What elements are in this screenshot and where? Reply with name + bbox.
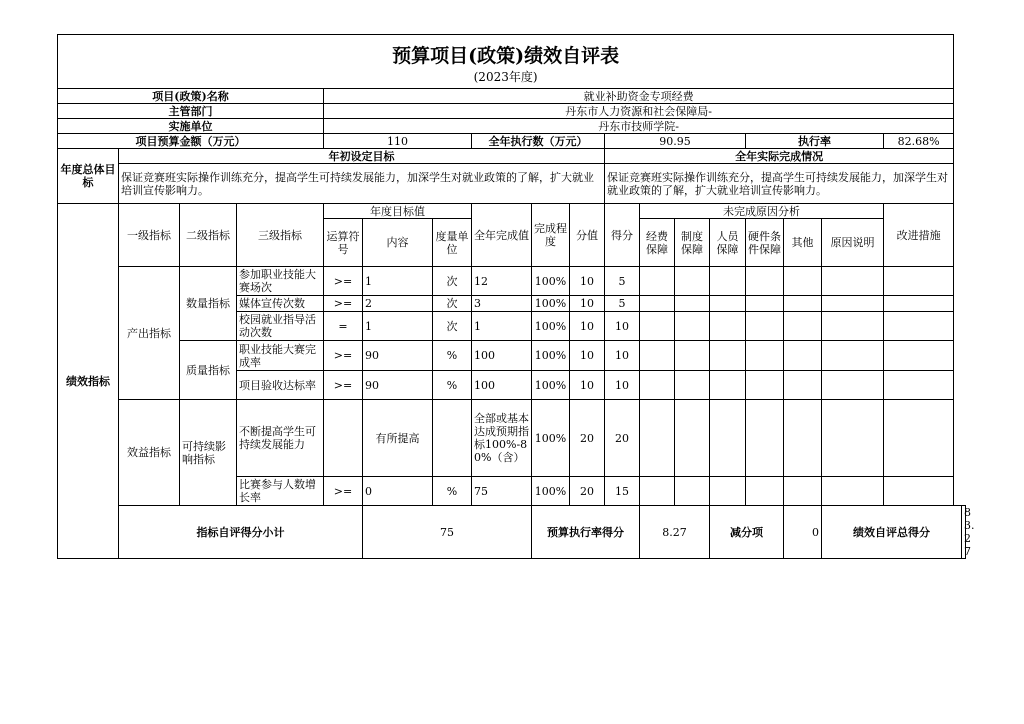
header-reason-explain: 原因说明 — [822, 219, 884, 267]
indicator-name: 比赛参与人数增长率 — [237, 477, 324, 506]
table-row — [58, 267, 966, 296]
group-sustain: 可持续影响指标 — [180, 400, 237, 506]
indicator-header-row — [58, 204, 966, 219]
deduct-label: 减分项 — [710, 506, 784, 559]
empty-cell — [822, 296, 884, 312]
empty-cell — [822, 267, 884, 296]
header-level3: 三级指标 — [237, 204, 324, 267]
header-reason-system: 制度保障 — [675, 219, 710, 267]
empty-cell — [746, 296, 784, 312]
indicator-op: >= — [324, 296, 363, 312]
actual-goal-text: 保证竞赛班实际操作训练充分，提高学生可持续发展能力，加深学生对就业政策的了解，扩大就业培训宣传影响力。 — [605, 164, 954, 204]
empty-cell — [640, 477, 675, 506]
budget-label: 项目预算金额（万元） — [58, 134, 324, 149]
group-quality: 质量指标 — [180, 341, 237, 400]
exec-score-label: 预算执行率得分 — [532, 506, 640, 559]
indicator-score: 10 — [570, 341, 605, 371]
empty-cell — [675, 371, 710, 400]
indicator-content: 1 — [363, 267, 433, 296]
empty-cell — [640, 371, 675, 400]
empty-cell — [675, 296, 710, 312]
group-quantity: 数量指标 — [180, 267, 237, 341]
dept-value: 丹东市人力资源和社会保障局- — [324, 104, 954, 119]
empty-cell — [640, 312, 675, 341]
empty-cell — [675, 341, 710, 371]
empty-cell — [710, 296, 746, 312]
indicator-op: >= — [324, 371, 363, 400]
header-annual-target: 年度目标值 — [324, 204, 472, 219]
indicator-name: 媒体宣传次数 — [237, 296, 324, 312]
indicator-unit: 次 — [433, 267, 472, 296]
indicator-unit — [433, 400, 472, 477]
indicator-got: 10 — [605, 312, 640, 341]
indicator-name: 项目验收达标率 — [237, 371, 324, 400]
empty-cell — [784, 400, 822, 477]
indicator-degree: 100% — [532, 477, 570, 506]
indicator-got: 5 — [605, 267, 640, 296]
exec-value: 90.95 — [605, 134, 746, 149]
indicator-unit: % — [433, 341, 472, 371]
exec-score-value: 8.27 — [640, 506, 710, 559]
empty-cell — [640, 400, 675, 477]
empty-cell — [822, 371, 884, 400]
indicator-degree: 100% — [532, 312, 570, 341]
indicator-actual: 75 — [472, 477, 532, 506]
deduct-value: 0 — [784, 506, 822, 559]
empty-cell — [746, 371, 784, 400]
empty-cell — [710, 400, 746, 477]
header-reason-staff: 人员保障 — [710, 219, 746, 267]
empty-cell — [710, 267, 746, 296]
empty-cell — [784, 267, 822, 296]
empty-cell — [822, 341, 884, 371]
project-name-value: 就业补助资金专项经费 — [324, 89, 954, 104]
subtotal-label: 指标自评得分小计 — [119, 506, 363, 559]
indicator-actual: 100 — [472, 371, 532, 400]
header-reason-analysis: 未完成原因分析 — [640, 204, 884, 219]
indicator-content: 0 — [363, 477, 433, 506]
indicator-score: 10 — [570, 296, 605, 312]
budget-value: 110 — [324, 134, 472, 149]
initial-goal-header: 年初设定目标 — [119, 149, 605, 164]
project-name-row — [58, 89, 966, 104]
evaluation-sheet — [57, 34, 975, 559]
empty-cell — [675, 312, 710, 341]
header-level1: 一级指标 — [119, 204, 180, 267]
empty-cell — [746, 312, 784, 341]
header-unit: 度量单位 — [433, 219, 472, 267]
empty-cell — [746, 400, 784, 477]
empty-cell — [640, 296, 675, 312]
indicator-got: 5 — [605, 296, 640, 312]
indicator-degree: 100% — [532, 296, 570, 312]
indicator-content: 有所提高 — [363, 400, 433, 477]
indicator-score: 10 — [570, 371, 605, 400]
indicator-degree: 100% — [532, 267, 570, 296]
empty-cell — [884, 267, 954, 296]
project-name-label: 项目(政策)名称 — [58, 89, 324, 104]
perf-indicator-label: 绩效指标 — [58, 204, 119, 559]
empty-cell — [710, 341, 746, 371]
table-row — [58, 341, 966, 371]
indicator-name: 校园就业指导活动次数 — [237, 312, 324, 341]
indicator-unit: 次 — [433, 296, 472, 312]
indicator-name: 不断提高学生可持续发展能力 — [237, 400, 324, 477]
indicator-op: >= — [324, 341, 363, 371]
indicator-unit: % — [433, 477, 472, 506]
indicator-score: 20 — [570, 477, 605, 506]
total-value: 83.27 — [962, 506, 966, 559]
empty-cell — [675, 267, 710, 296]
indicator-op — [324, 400, 363, 477]
indicator-degree: 100% — [532, 341, 570, 371]
empty-cell — [784, 477, 822, 506]
indicator-score: 10 — [570, 312, 605, 341]
header-level2: 二级指标 — [180, 204, 237, 267]
indicator-op: = — [324, 312, 363, 341]
indicator-actual: 1 — [472, 312, 532, 341]
dept-row — [58, 104, 966, 119]
header-degree: 完成程度 — [532, 204, 570, 267]
page-title: 预算项目(政策)绩效自评表 — [392, 44, 620, 67]
indicator-actual: 100 — [472, 341, 532, 371]
exec-label: 全年执行数（万元） — [472, 134, 605, 149]
header-op: 运算符号 — [324, 219, 363, 267]
indicator-got: 10 — [605, 371, 640, 400]
empty-cell — [822, 400, 884, 477]
indicator-score: 10 — [570, 267, 605, 296]
indicator-content: 2 — [363, 296, 433, 312]
empty-cell — [884, 371, 954, 400]
empty-cell — [746, 267, 784, 296]
indicator-score: 20 — [570, 400, 605, 477]
empty-cell — [640, 267, 675, 296]
empty-cell — [884, 312, 954, 341]
unit-label: 实施单位 — [58, 119, 324, 134]
indicator-content: 90 — [363, 371, 433, 400]
annual-goal-label: 年度总体目标 — [58, 149, 119, 204]
indicator-content: 1 — [363, 312, 433, 341]
indicator-got: 15 — [605, 477, 640, 506]
indicator-degree: 100% — [532, 400, 570, 477]
header-reason-fund: 经费保障 — [640, 219, 675, 267]
goal-header-row — [58, 149, 966, 164]
indicator-unit: % — [433, 371, 472, 400]
indicator-degree: 100% — [532, 371, 570, 400]
empty-cell — [884, 400, 954, 477]
indicator-unit: 次 — [433, 312, 472, 341]
indicator-actual: 全部或基本达成预期指标100%-80%（含） — [472, 400, 532, 477]
empty-cell — [710, 312, 746, 341]
header-reason-hardware: 硬件条件保障 — [746, 219, 784, 267]
page-subtitle: (2023年度) — [473, 69, 538, 84]
empty-cell — [884, 477, 954, 506]
budget-row — [58, 134, 966, 149]
empty-cell — [784, 312, 822, 341]
indicator-op: >= — [324, 267, 363, 296]
goal-text-row — [58, 164, 966, 204]
header-improve: 改进措施 — [884, 204, 954, 267]
empty-cell — [710, 371, 746, 400]
empty-cell — [675, 477, 710, 506]
header-reason-other: 其他 — [784, 219, 822, 267]
empty-cell — [822, 312, 884, 341]
footer-row — [58, 506, 966, 559]
unit-row — [58, 119, 966, 134]
empty-cell — [746, 341, 784, 371]
header-actual: 全年完成值 — [472, 204, 532, 267]
subtotal-value: 75 — [363, 506, 532, 559]
dept-label: 主管部门 — [58, 104, 324, 119]
indicator-actual: 12 — [472, 267, 532, 296]
empty-cell — [640, 341, 675, 371]
header-score: 分值 — [570, 204, 605, 267]
total-label: 绩效自评总得分 — [822, 506, 962, 559]
indicator-got: 10 — [605, 341, 640, 371]
initial-goal-text: 保证竞赛班实际操作训练充分，提高学生可持续发展能力，加深学生对就业政策的了解，扩大就业培训宣传影响力。 — [119, 164, 605, 204]
indicator-content: 90 — [363, 341, 433, 371]
header-content: 内容 — [363, 219, 433, 267]
indicator-name: 职业技能大赛完成率 — [237, 341, 324, 371]
indicator-got: 20 — [605, 400, 640, 477]
indicator-actual: 3 — [472, 296, 532, 312]
empty-cell — [784, 341, 822, 371]
empty-cell — [884, 296, 954, 312]
empty-cell — [784, 371, 822, 400]
evaluation-table — [57, 34, 975, 559]
group-output: 产出指标 — [119, 267, 180, 400]
table-row — [58, 400, 966, 477]
indicator-name: 参加职业技能大赛场次 — [237, 267, 324, 296]
group-benefit: 效益指标 — [119, 400, 180, 506]
empty-cell — [675, 400, 710, 477]
empty-cell — [884, 341, 954, 371]
header-got: 得分 — [605, 204, 640, 267]
rate-label: 执行率 — [746, 134, 884, 149]
indicator-op: >= — [324, 477, 363, 506]
unit-value: 丹东市技师学院- — [324, 119, 954, 134]
actual-goal-header: 全年实际完成情况 — [605, 149, 954, 164]
empty-cell — [822, 477, 884, 506]
empty-cell — [710, 477, 746, 506]
title-block — [58, 35, 954, 89]
title-row — [58, 35, 966, 89]
empty-cell — [784, 296, 822, 312]
rate-value: 82.68% — [884, 134, 954, 149]
empty-cell — [746, 477, 784, 506]
